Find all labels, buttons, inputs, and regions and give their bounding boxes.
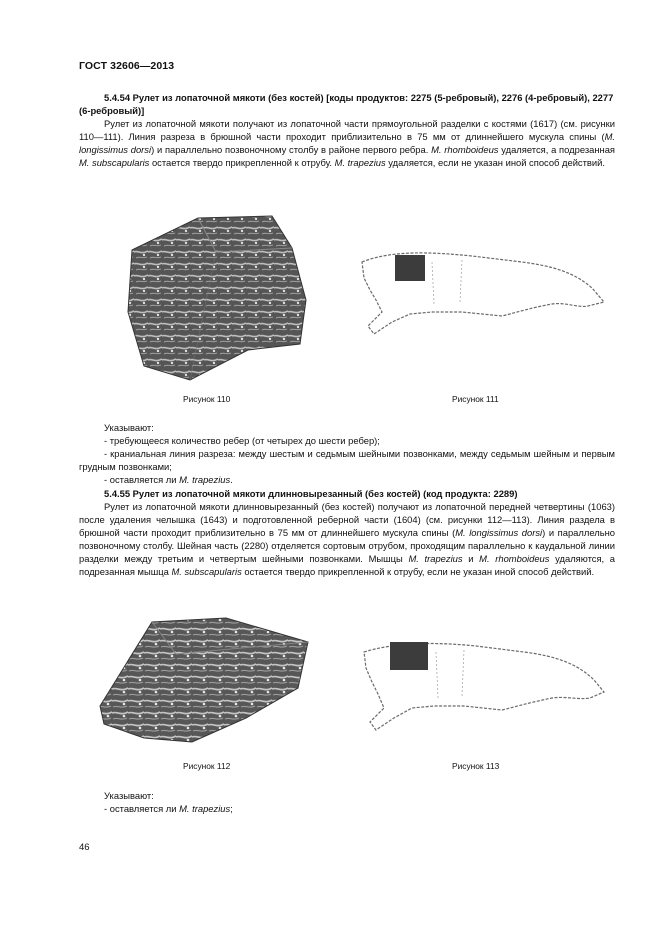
figure-110-caption: Рисунок 110 (183, 394, 231, 404)
text-run: удаляется, если не указан иной способ действий. (385, 157, 605, 168)
figure-113-carcass-diagram (352, 634, 608, 734)
text-run: удаляются, а подрезанная мышца (79, 553, 616, 577)
section-54-title: 5.4.54 Рулет из лопаточной мякоти (без костей) [коды продуктов: 2275 (5-ребровый), 2276 (4-ребровый), 2277 (6-ребровый)] (79, 92, 614, 116)
text-run: и (462, 553, 480, 564)
page-number: 46 (79, 842, 90, 853)
page-header: ГОСТ 32606—2013 (79, 60, 175, 72)
figure-112-caption: Рисунок 112 (183, 761, 231, 771)
figure-113-caption: Рисунок 113 (452, 761, 500, 771)
list-item: - оставляется ли M. trapezius; (104, 803, 233, 814)
text-run: ) и параллельно позвоночному столбу. Шейная часть (2280) отделяется сортовым отрубом, проходящим параллельно к каудальной линии разделки между третьим и четвертым шейными позвонками. Мышцы (79, 527, 615, 564)
figure-111-caption: Рисунок 111 (452, 394, 499, 404)
italic-term: M. rhomboideus (479, 553, 550, 564)
figure-111-carcass-diagram (352, 242, 608, 338)
italic-term: M. rhomboideus (431, 144, 499, 155)
text-run: ) и параллельно позвоночному столбу в районе первого ребра. (151, 144, 432, 155)
list-item: - краниальная линия разреза: между шестым и седьмым шейными позвонками, между седьмым шейным и первым грудным позвонками; (79, 448, 615, 472)
section-54-paragraph (79, 117, 615, 169)
indicate-label-55: Указывают: (104, 790, 154, 801)
list-item: - требующееся количество ребер (от четырех до шести ребер); (104, 435, 380, 446)
text-run: Рулет из лопаточной мякоти получают из лопаточной части прямоугольной разделки с костями (1617) (см. рисунки 110—111). Линия разреза в брюшной части проходит приблизительно в 75 мм от длиннейшего мускула спины ( (79, 118, 615, 142)
indicate-label-54: Указывают: (104, 422, 154, 433)
figure-110-meat-image (120, 212, 320, 384)
figure-112-meat-image (96, 614, 316, 746)
list-item: - оставляется ли M. trapezius. (104, 474, 233, 485)
italic-term: M. longissimus dorsi (79, 131, 615, 155)
italic-term: M. trapezius (408, 553, 463, 564)
text-run: остается твердо прикрепленной к отрубу. (149, 157, 335, 168)
italic-term: M. trapezius (334, 157, 386, 168)
text-run: остается твердо прикрепленной к отрубу, если не указан иной способ действий. (241, 566, 595, 577)
section-55-paragraph (79, 500, 615, 578)
text-run: удаляется, а подрезанная (498, 144, 615, 155)
italic-term: M. subscapularis (79, 157, 150, 168)
italic-term: M. subscapularis (171, 566, 242, 577)
text-run: Рулет из лопаточной мякоти длинновырезанный (без костей) получают из лопаточной передней четвертины (1063) после удаления челышка (1643) и подготовленной реберной части (1604) (см. рисунки 112—113). Линия раздела в брюшной части проходит приблизительно в 75 мм от длиннейшего мускула спины ( (79, 501, 615, 538)
italic-term: M. longissimus dorsi (455, 527, 543, 538)
section-55-title: 5.4.55 Рулет из лопаточной мякоти длинновырезанный (без костей) (код продукта: 2289) (104, 488, 518, 499)
